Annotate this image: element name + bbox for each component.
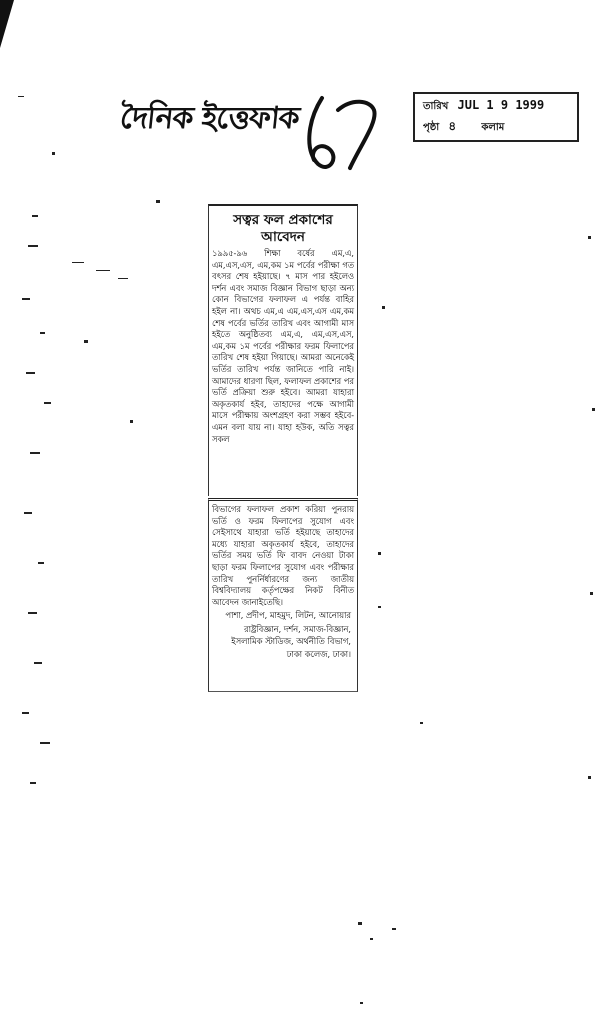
article-column-2 xyxy=(208,498,358,692)
handwritten-number xyxy=(300,90,390,180)
article-headline: সত্বর ফল প্রকাশের আবেদন xyxy=(233,212,333,245)
signature-departments: রাষ্ট্রবিজ্ঞান, দর্শন, সমাজ-বিজ্ঞান, ইসলামিক স্টাডিজ, অর্থনীতি বিভাগ, xyxy=(231,623,351,646)
stamp-date-label: তারিখ xyxy=(423,101,449,112)
article-body-part-2: বিভাগের ফলাফল প্রকাশ করিয়া পুনরায় ভর্তি ও ফরম ফিলাপের সুযোগ এবং সেইসাথে যাহারা ভর্তি হইয়াছে তাহাদের মধ্যে যাহারা অকৃতকার্য হইবে, তাহাদের ভর্তির সময় ভর্তি ফি বাবদ নেওয়া টাকা ছাড়া ফরম ফিলাপের সুযোগ এবং পরীক্ষার তারিখ পুনর্নির্ধারণের জন্য জাতীয় বিশ্ববিদ্যালয় কর্তৃপক্ষের নিকট বিনীত আবেদন জানাইতেছি। xyxy=(212,504,354,607)
stamp-page-value: ৪ xyxy=(448,119,457,133)
article-body-part-1: ১৯৯৫-৯৬ শিক্ষা বর্ষের এম,এ, এম,এস,এস, এম,কম ১ম পর্বের পরীক্ষা গত বৎসর শেষ হইয়াছে। ৭ মাস পার হইলেও দর্শন এবং সমাজ বিজ্ঞান বিভাগ ছাড়া অন্য কোন বিভাগের ফলাফল এ পর্যন্ত বাহির হইল না। অথচ এম,এ এম,এস,এস এম,কম শেষ পর্বের ভর্তির তারিখ এবং আগামী মাস হইতে অনুষ্ঠিতব্য এম,এ, এম,এস,এস, এম,কম ১ম পর্বের পরীক্ষার ফরম ফিলাপের তারিখ শেষ হইয়া গিয়াছে। আমরা অনেকেই ভর্তির তারিখ পর্যন্ত জানিতে পারি নাই। আমাদের ধারণা ছিল, ফলাফল প্রকাশের পর ভর্তি প্রক্রিয়া শুরু হইবে। আমরা যাহারা অকৃতকার্য হইব, তাহাদের পক্ষে আগামী মাসে পরীক্ষায় অংশগ্রহণ করা সম্ভব হইবে- এমন বলা যায় না। যাহা হউক, অতি সত্বর সকল xyxy=(212,248,354,444)
scan-corner-shadow xyxy=(0,0,14,48)
newspaper-masthead: দৈনিক ইত্তেফাক xyxy=(118,101,301,136)
stamp-page-label: পৃষ্ঠা xyxy=(423,122,440,133)
article-column-1 xyxy=(208,204,358,496)
stamp-column-label: কলাম xyxy=(481,122,505,133)
date-page-stamp xyxy=(413,92,579,142)
signature-college: ঢাকা কলেজ, ঢাকা। xyxy=(286,649,351,660)
stamp-date-value: JUL 1 9 1999 xyxy=(457,98,545,112)
newspaper-clipping xyxy=(208,204,358,690)
signature-names: পাশা, প্রদীপ, মাহমুদ, লিটন, আনোয়ার xyxy=(225,610,351,621)
